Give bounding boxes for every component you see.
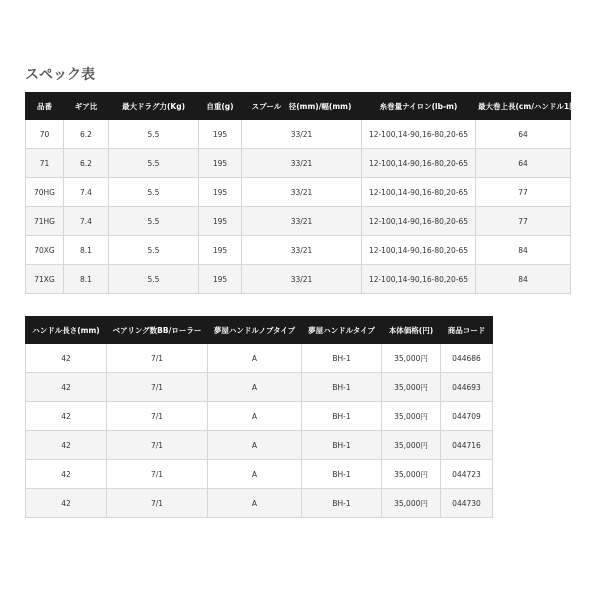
cell-line-capacity: 12-100,14-90,16-80,20-65 xyxy=(362,178,476,207)
cell-weight: 195 xyxy=(199,149,242,178)
cell-line-capacity: 12-100,14-90,16-80,20-65 xyxy=(362,236,476,265)
cell-handle-type: BH-1 xyxy=(302,402,382,431)
table-row xyxy=(26,431,493,460)
header-spool-size: スプール 径(mm)/幅(mm) xyxy=(242,93,362,120)
cell-gear-ratio: 8.1 xyxy=(64,236,109,265)
cell-max-retrieve: 64 xyxy=(476,120,571,149)
cell-line-capacity: 12-100,14-90,16-80,20-65 xyxy=(362,207,476,236)
cell-bearings: 7/1 xyxy=(107,373,208,402)
spec-table xyxy=(25,92,588,294)
cell-product-code: 044723 xyxy=(441,460,493,489)
cell-max-retrieve: 64 xyxy=(476,149,571,178)
cell-max-retrieve: 77 xyxy=(476,178,571,207)
cell-weight: 195 xyxy=(199,120,242,149)
cell-price: 35,000円 xyxy=(382,344,441,373)
table-row xyxy=(26,489,493,518)
header-max-drag: 最大ドラグ力(Kg) xyxy=(109,93,199,120)
cell-handle-length: 42 xyxy=(26,489,107,518)
cell-knob-type: A xyxy=(208,431,302,460)
cell-bearings: 7/1 xyxy=(107,402,208,431)
cell-gear-ratio: 6.2 xyxy=(64,149,109,178)
cell-spool-size: 33/21 xyxy=(242,265,362,294)
cell-handle-length: 42 xyxy=(26,402,107,431)
header-knob-type: 夢屋ハンドルノブタイプ xyxy=(208,317,302,344)
cell-knob-type: A xyxy=(208,489,302,518)
cell-weight: 195 xyxy=(199,207,242,236)
cell-model-number: 70HG xyxy=(26,178,64,207)
cell-max-drag: 5.5 xyxy=(109,149,199,178)
cell-model-number: 71 xyxy=(26,149,64,178)
page-title: スペック表 xyxy=(25,67,95,83)
cell-handle-type: BH-1 xyxy=(302,431,382,460)
cell-knob-type: A xyxy=(208,344,302,373)
cell-gear-ratio: 8.1 xyxy=(64,265,109,294)
cell-spool-size: 33/21 xyxy=(242,120,362,149)
cell-gear-ratio: 7.4 xyxy=(64,178,109,207)
cell-handle-type: BH-1 xyxy=(302,460,382,489)
cell-bearings: 7/1 xyxy=(107,431,208,460)
header-product-code: 商品コード xyxy=(441,317,493,344)
header-line-capacity: 糸巻量ナイロン(lb-m) xyxy=(362,93,476,120)
cell-max-drag: 5.5 xyxy=(109,207,199,236)
table-row xyxy=(26,344,493,373)
cell-spool-size: 33/21 xyxy=(242,236,362,265)
cell-line-capacity: 12-100,14-90,16-80,20-65 xyxy=(362,265,476,294)
header-max-retrieve: 最大巻上長(cm/ハンドル1回転) xyxy=(476,93,571,120)
cell-price: 35,000円 xyxy=(382,489,441,518)
cell-product-code: 044686 xyxy=(441,344,493,373)
cell-price: 35,000円 xyxy=(382,431,441,460)
cell-model-number: 71HG xyxy=(26,207,64,236)
header-handle-length: ハンドル長さ(mm) xyxy=(26,317,107,344)
table-row xyxy=(26,120,571,149)
cell-spool-size: 33/21 xyxy=(242,178,362,207)
cell-max-drag: 5.5 xyxy=(109,265,199,294)
table-row xyxy=(26,402,493,431)
cell-spool-size: 33/21 xyxy=(242,207,362,236)
cell-price: 35,000円 xyxy=(382,373,441,402)
cell-model-number: 70XG xyxy=(26,236,64,265)
header-bearings: ベアリング数BB/ローラー xyxy=(107,317,208,344)
cell-spool-size: 33/21 xyxy=(242,149,362,178)
cell-gear-ratio: 6.2 xyxy=(64,120,109,149)
table-row xyxy=(26,373,493,402)
cell-weight: 195 xyxy=(199,265,242,294)
cell-max-retrieve: 84 xyxy=(476,265,571,294)
cell-max-retrieve: 84 xyxy=(476,236,571,265)
table-row xyxy=(26,460,493,489)
cell-price: 35,000円 xyxy=(382,460,441,489)
cell-handle-length: 42 xyxy=(26,373,107,402)
header-model-number: 品番 xyxy=(26,93,64,120)
table-row xyxy=(26,207,571,236)
cell-max-drag: 5.5 xyxy=(109,236,199,265)
cell-handle-length: 42 xyxy=(26,431,107,460)
cell-bearings: 7/1 xyxy=(107,489,208,518)
cell-knob-type: A xyxy=(208,373,302,402)
cell-product-code: 044709 xyxy=(441,402,493,431)
header-price: 本体価格(円) xyxy=(382,317,441,344)
cell-handle-type: BH-1 xyxy=(302,344,382,373)
cell-product-code: 044716 xyxy=(441,431,493,460)
cell-product-code: 044693 xyxy=(441,373,493,402)
cell-line-capacity: 12-100,14-90,16-80,20-65 xyxy=(362,120,476,149)
cell-handle-type: BH-1 xyxy=(302,489,382,518)
header-handle-type: 夢屋ハンドルタイプ xyxy=(302,317,382,344)
cell-max-drag: 5.5 xyxy=(109,120,199,149)
cell-handle-type: BH-1 xyxy=(302,373,382,402)
cell-model-number: 70 xyxy=(26,120,64,149)
cell-handle-length: 42 xyxy=(26,344,107,373)
cell-bearings: 7/1 xyxy=(107,344,208,373)
cell-line-capacity: 12-100,14-90,16-80,20-65 xyxy=(362,149,476,178)
spec-table-header-row xyxy=(26,93,571,120)
cell-price: 35,000円 xyxy=(382,402,441,431)
cell-max-retrieve: 77 xyxy=(476,207,571,236)
table-row xyxy=(26,265,571,294)
cell-max-drag: 5.5 xyxy=(109,178,199,207)
cell-product-code: 044730 xyxy=(441,489,493,518)
cell-handle-length: 42 xyxy=(26,460,107,489)
table-row xyxy=(26,178,571,207)
table-row xyxy=(26,149,571,178)
cell-weight: 195 xyxy=(199,236,242,265)
header-weight: 自重(g) xyxy=(199,93,242,120)
cell-gear-ratio: 7.4 xyxy=(64,207,109,236)
cell-model-number: 71XG xyxy=(26,265,64,294)
price-table-header-row xyxy=(26,317,493,344)
header-gear-ratio: ギア比 xyxy=(64,93,109,120)
cell-knob-type: A xyxy=(208,460,302,489)
table-row xyxy=(26,236,571,265)
cell-knob-type: A xyxy=(208,402,302,431)
price-table xyxy=(25,316,493,518)
cell-bearings: 7/1 xyxy=(107,460,208,489)
cell-weight: 195 xyxy=(199,178,242,207)
